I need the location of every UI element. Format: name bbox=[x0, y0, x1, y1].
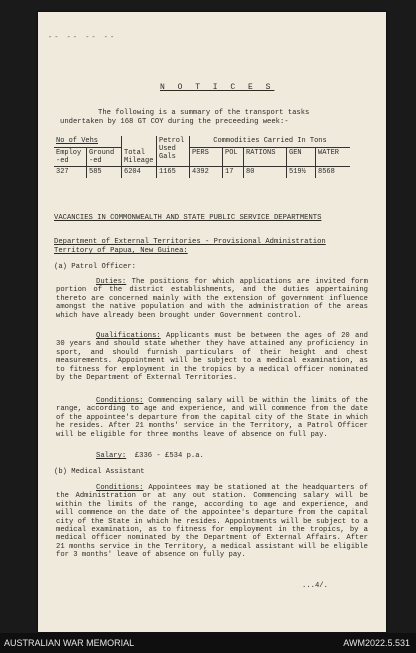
department-line-1: Department of External Territories - Provisional Administration bbox=[54, 238, 326, 246]
continued-marker: ...4/. bbox=[302, 582, 328, 590]
conditions-b-text: Appointees may be stationed at the headquarters of the Administration or at any out station. Commencing salary will be within the limits of the range, according to age and experience, and will commence on the date of the appointee's departure from the capital city of the State in which he resides. Appointments will be subject to a medical examination, as to fitness for employment in the tropics, by a medical officer nominated by the Department of External Affairs. After 21 months service in the Territory, a medical assistant will be eligible for 3 months' leave of absence on fully pay. bbox=[56, 484, 368, 560]
archive-footer bbox=[0, 633, 416, 653]
duties-paragraph bbox=[56, 278, 368, 320]
header-no-of-vehs: No of Vehs bbox=[54, 136, 122, 148]
notices-heading: N O T I C E S bbox=[160, 83, 275, 92]
intro-line-2: undertaken by 168 GT COY during the preceeding week:- bbox=[60, 118, 289, 126]
header-water: WATER bbox=[318, 149, 340, 157]
conditions-b-label: Conditions: bbox=[96, 484, 144, 492]
cell-water: 8568 bbox=[316, 167, 351, 179]
qualifications-paragraph bbox=[56, 332, 368, 382]
conditions-label: Conditions: bbox=[96, 397, 144, 405]
header-pers: PERS bbox=[190, 148, 223, 167]
cell-grounded: 585 bbox=[87, 167, 122, 179]
footer-institution: AUSTRALIAN WAR MEMORIAL bbox=[4, 638, 135, 648]
cell-employed: 327 bbox=[54, 167, 87, 179]
top-marks: -- -- -- -- bbox=[48, 34, 117, 42]
section-a-heading: (a) Patrol Officer: bbox=[54, 263, 136, 271]
intro-line-1: The following is a summary of the transport tasks bbox=[98, 109, 310, 117]
conditions-text: Commencing salary will be within the limits of the range, according to age and experience, and will commence from the date of the appointee's departure from the capital city of the State in which he resides. After 21 months' service in the Territory, a Patrol Officer will be eligible for three months leave of absence on full pay. bbox=[56, 397, 368, 439]
header-rations: RATIONS bbox=[244, 148, 287, 167]
qualifications-text: Applicants must be between the ages of 20 and 30 years and should state whether they have attained any proficiency in sport, and should furnish particulars of their height and chest measurements. Appointment will be subject to a medical examination, as to fitness for employment in the tropics by a medical officer nominated by the Department of External Territories. bbox=[56, 332, 368, 383]
header-pol: POL bbox=[223, 148, 244, 167]
salary-label: Salary: bbox=[96, 452, 127, 460]
salary-text: £336 - £534 p.a. bbox=[134, 452, 204, 460]
header-gen: GEN bbox=[287, 148, 316, 167]
cell-total-mileage: 6204 bbox=[122, 167, 157, 179]
cell-rations: 80 bbox=[244, 167, 287, 179]
department-line-2: Territory of Papua, New Guinea: bbox=[54, 247, 188, 255]
conditions-b-paragraph bbox=[56, 484, 368, 560]
header-total-mileage: Total Mileage bbox=[122, 136, 157, 167]
header-employed: Employ -ed bbox=[54, 148, 87, 167]
header-commodities: Commodities Carried In Tons bbox=[190, 136, 351, 148]
vacancies-title: VACANCIES IN COMMONWEALTH AND STATE PUBLIC SERVICE DEPARTMENTS bbox=[54, 214, 322, 222]
transport-table bbox=[54, 136, 350, 178]
section-b-heading: (b) Medical Assistant bbox=[54, 468, 145, 476]
cell-pol: 17 bbox=[223, 167, 244, 179]
salary-line bbox=[96, 452, 204, 460]
footer-accession-number: AWM2022.5.531 bbox=[343, 638, 410, 648]
cell-pers: 4392 bbox=[190, 167, 223, 179]
qualifications-label: Qualifications: bbox=[96, 332, 161, 340]
duties-text: The positions for which applications are invited form portion of the district establishments, and the duties appertaining thereto are concerned mainly with the extension of government influence amongst the native population and with the administration of the areas which have already been brought under Government control. bbox=[56, 278, 368, 320]
cell-petrol-used: 1165 bbox=[157, 167, 190, 179]
conditions-paragraph bbox=[56, 397, 368, 439]
document-page bbox=[38, 12, 386, 632]
cell-gen: 519½ bbox=[287, 167, 316, 179]
duties-label: Duties: bbox=[96, 278, 127, 286]
header-petrol-used: Petrol Used Gals bbox=[157, 136, 190, 167]
header-grounded: Ground -ed bbox=[87, 148, 122, 167]
